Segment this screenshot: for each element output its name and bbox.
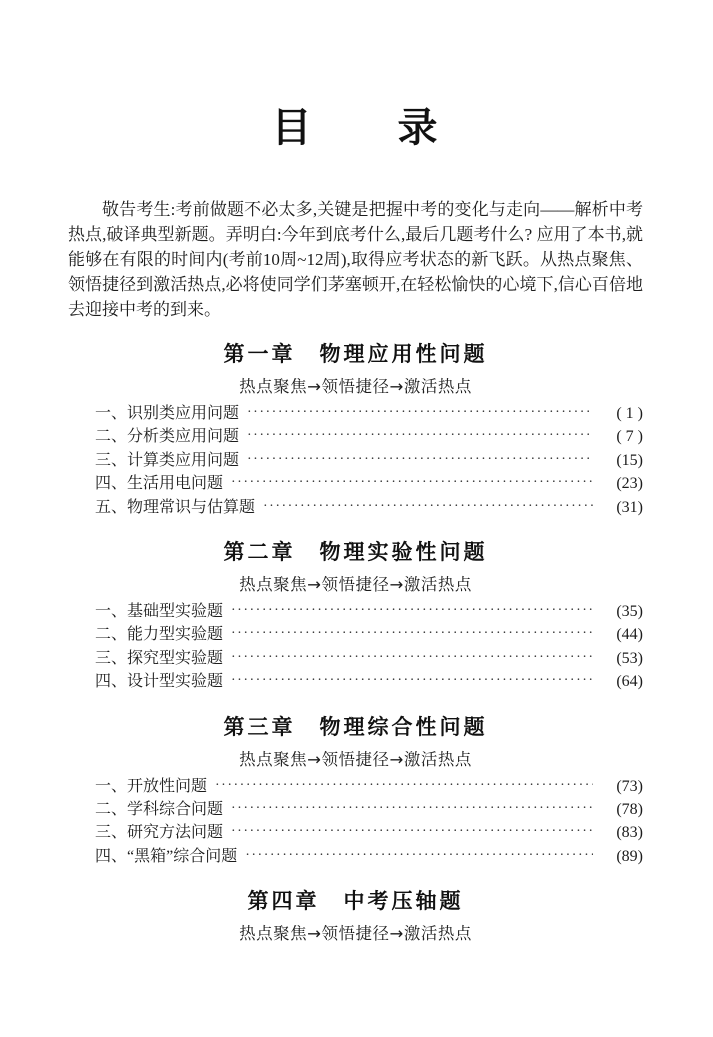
intro-paragraph: 敬告考生:考前做题不必太多,关键是把握中考的变化与走向——解析中考热点,破译典型新题。弄明白:今年到底考什么,最后几题考什么? 应用了本书,就能够在有限的时间内(考前10周~12周),取得应考状态的新飞跃。从热点聚焦、领悟捷径到激活热点,必将使同学们茅塞顿开,在轻松愉快的心境下,信心百倍地去迎接中考的到来。: [68, 200, 643, 319]
toc-item-label: 三、计算类应用问题: [95, 451, 240, 469]
toc-item-label: 三、研究方法问题: [95, 824, 224, 842]
chapter-3-section: [68, 714, 643, 870]
toc-item: [95, 426, 643, 449]
toc-item-page-number: (89): [616, 847, 643, 865]
toc-item: [95, 822, 643, 845]
chapter-2-toc-list: [68, 601, 643, 695]
dot-leader: [231, 798, 593, 820]
toc-item-label: 一、开放性问题: [95, 777, 208, 795]
dot-leader: [231, 600, 593, 622]
toc-item-page-number: (23): [616, 475, 643, 493]
toc-item-page-number: (64): [616, 673, 643, 691]
chapter-1-subtitle: 热点聚焦→领悟捷径→激活热点: [239, 377, 472, 396]
dot-leader: [231, 472, 593, 494]
dot-leader: [231, 670, 593, 692]
dot-leader: [245, 845, 593, 867]
toc-item: [95, 648, 643, 671]
toc-item-page-number: (73): [616, 777, 643, 795]
page-title: 目 录: [271, 105, 440, 151]
toc-item: [95, 450, 643, 473]
chapter-1-section: [68, 341, 643, 520]
toc-item-label: 三、探究型实验题: [95, 649, 224, 667]
toc-item: [95, 497, 643, 520]
toc-item-label: 四、“黑箱”综合问题: [95, 847, 238, 865]
toc-item-page-number: (15): [616, 451, 643, 469]
toc-item-label: 二、能力型实验题: [95, 626, 224, 644]
chapter-4-subtitle: 热点聚焦→领悟捷径→激活热点: [239, 924, 472, 944]
toc-item: [95, 473, 643, 496]
toc-item: [95, 671, 643, 694]
toc-item-page-number: (53): [616, 649, 643, 667]
toc-item: [95, 624, 643, 647]
toc-item-page-number: (44): [616, 626, 643, 644]
toc-item-page-number: ( 1 ): [616, 405, 643, 422]
chapter-2-subtitle: 热点聚焦→领悟捷径→激活热点: [239, 575, 472, 595]
chapter-3-title: 第三章 物理综合性问题: [223, 714, 488, 739]
chapter-3-toc-list: [68, 776, 643, 870]
chapter-2-section: [68, 539, 643, 695]
chapter-1-toc-list: [68, 403, 643, 520]
toc-item-label: 四、生活用电问题: [95, 475, 224, 493]
chapter-4-section: [68, 888, 643, 945]
dot-leader: [231, 623, 593, 645]
dot-leader: [247, 425, 593, 447]
chapter-4-title: 第四章 中考压轴题: [247, 889, 464, 914]
toc-item: [95, 846, 643, 869]
toc-item-page-number: (35): [616, 603, 643, 621]
toc-item: [95, 776, 643, 799]
chapter-3-subtitle: 热点聚焦→领悟捷径→激活热点: [239, 749, 472, 769]
toc-item-label: 一、基础型实验题: [95, 603, 224, 621]
toc-item-label: 四、设计型实验题: [95, 673, 224, 691]
toc-item: [95, 601, 643, 624]
chapter-2-title: 第二章 物理实验性问题: [223, 540, 488, 565]
toc-item-label: 五、物理常识与估算题: [95, 498, 256, 516]
dot-leader: [231, 821, 593, 843]
toc-item: [95, 403, 643, 426]
toc-item-page-number: (31): [616, 498, 643, 516]
dot-leader: [247, 449, 593, 471]
toc-item-page-number: (78): [616, 801, 643, 819]
toc-item-page-number: ( 7 ): [616, 428, 643, 446]
dot-leader: [247, 402, 593, 424]
toc-item-label: 二、分析类应用问题: [95, 428, 240, 446]
chapter-1-title: 第一章 物理应用性问题: [223, 342, 488, 366]
dot-leader: [263, 496, 593, 518]
toc-item-label: 二、学科综合问题: [95, 801, 224, 819]
dot-leader: [215, 775, 593, 797]
toc-item-label: 一、识别类应用问题: [95, 405, 240, 422]
toc-item: [95, 799, 643, 822]
toc-item-page-number: (83): [616, 824, 643, 842]
dot-leader: [231, 647, 593, 669]
